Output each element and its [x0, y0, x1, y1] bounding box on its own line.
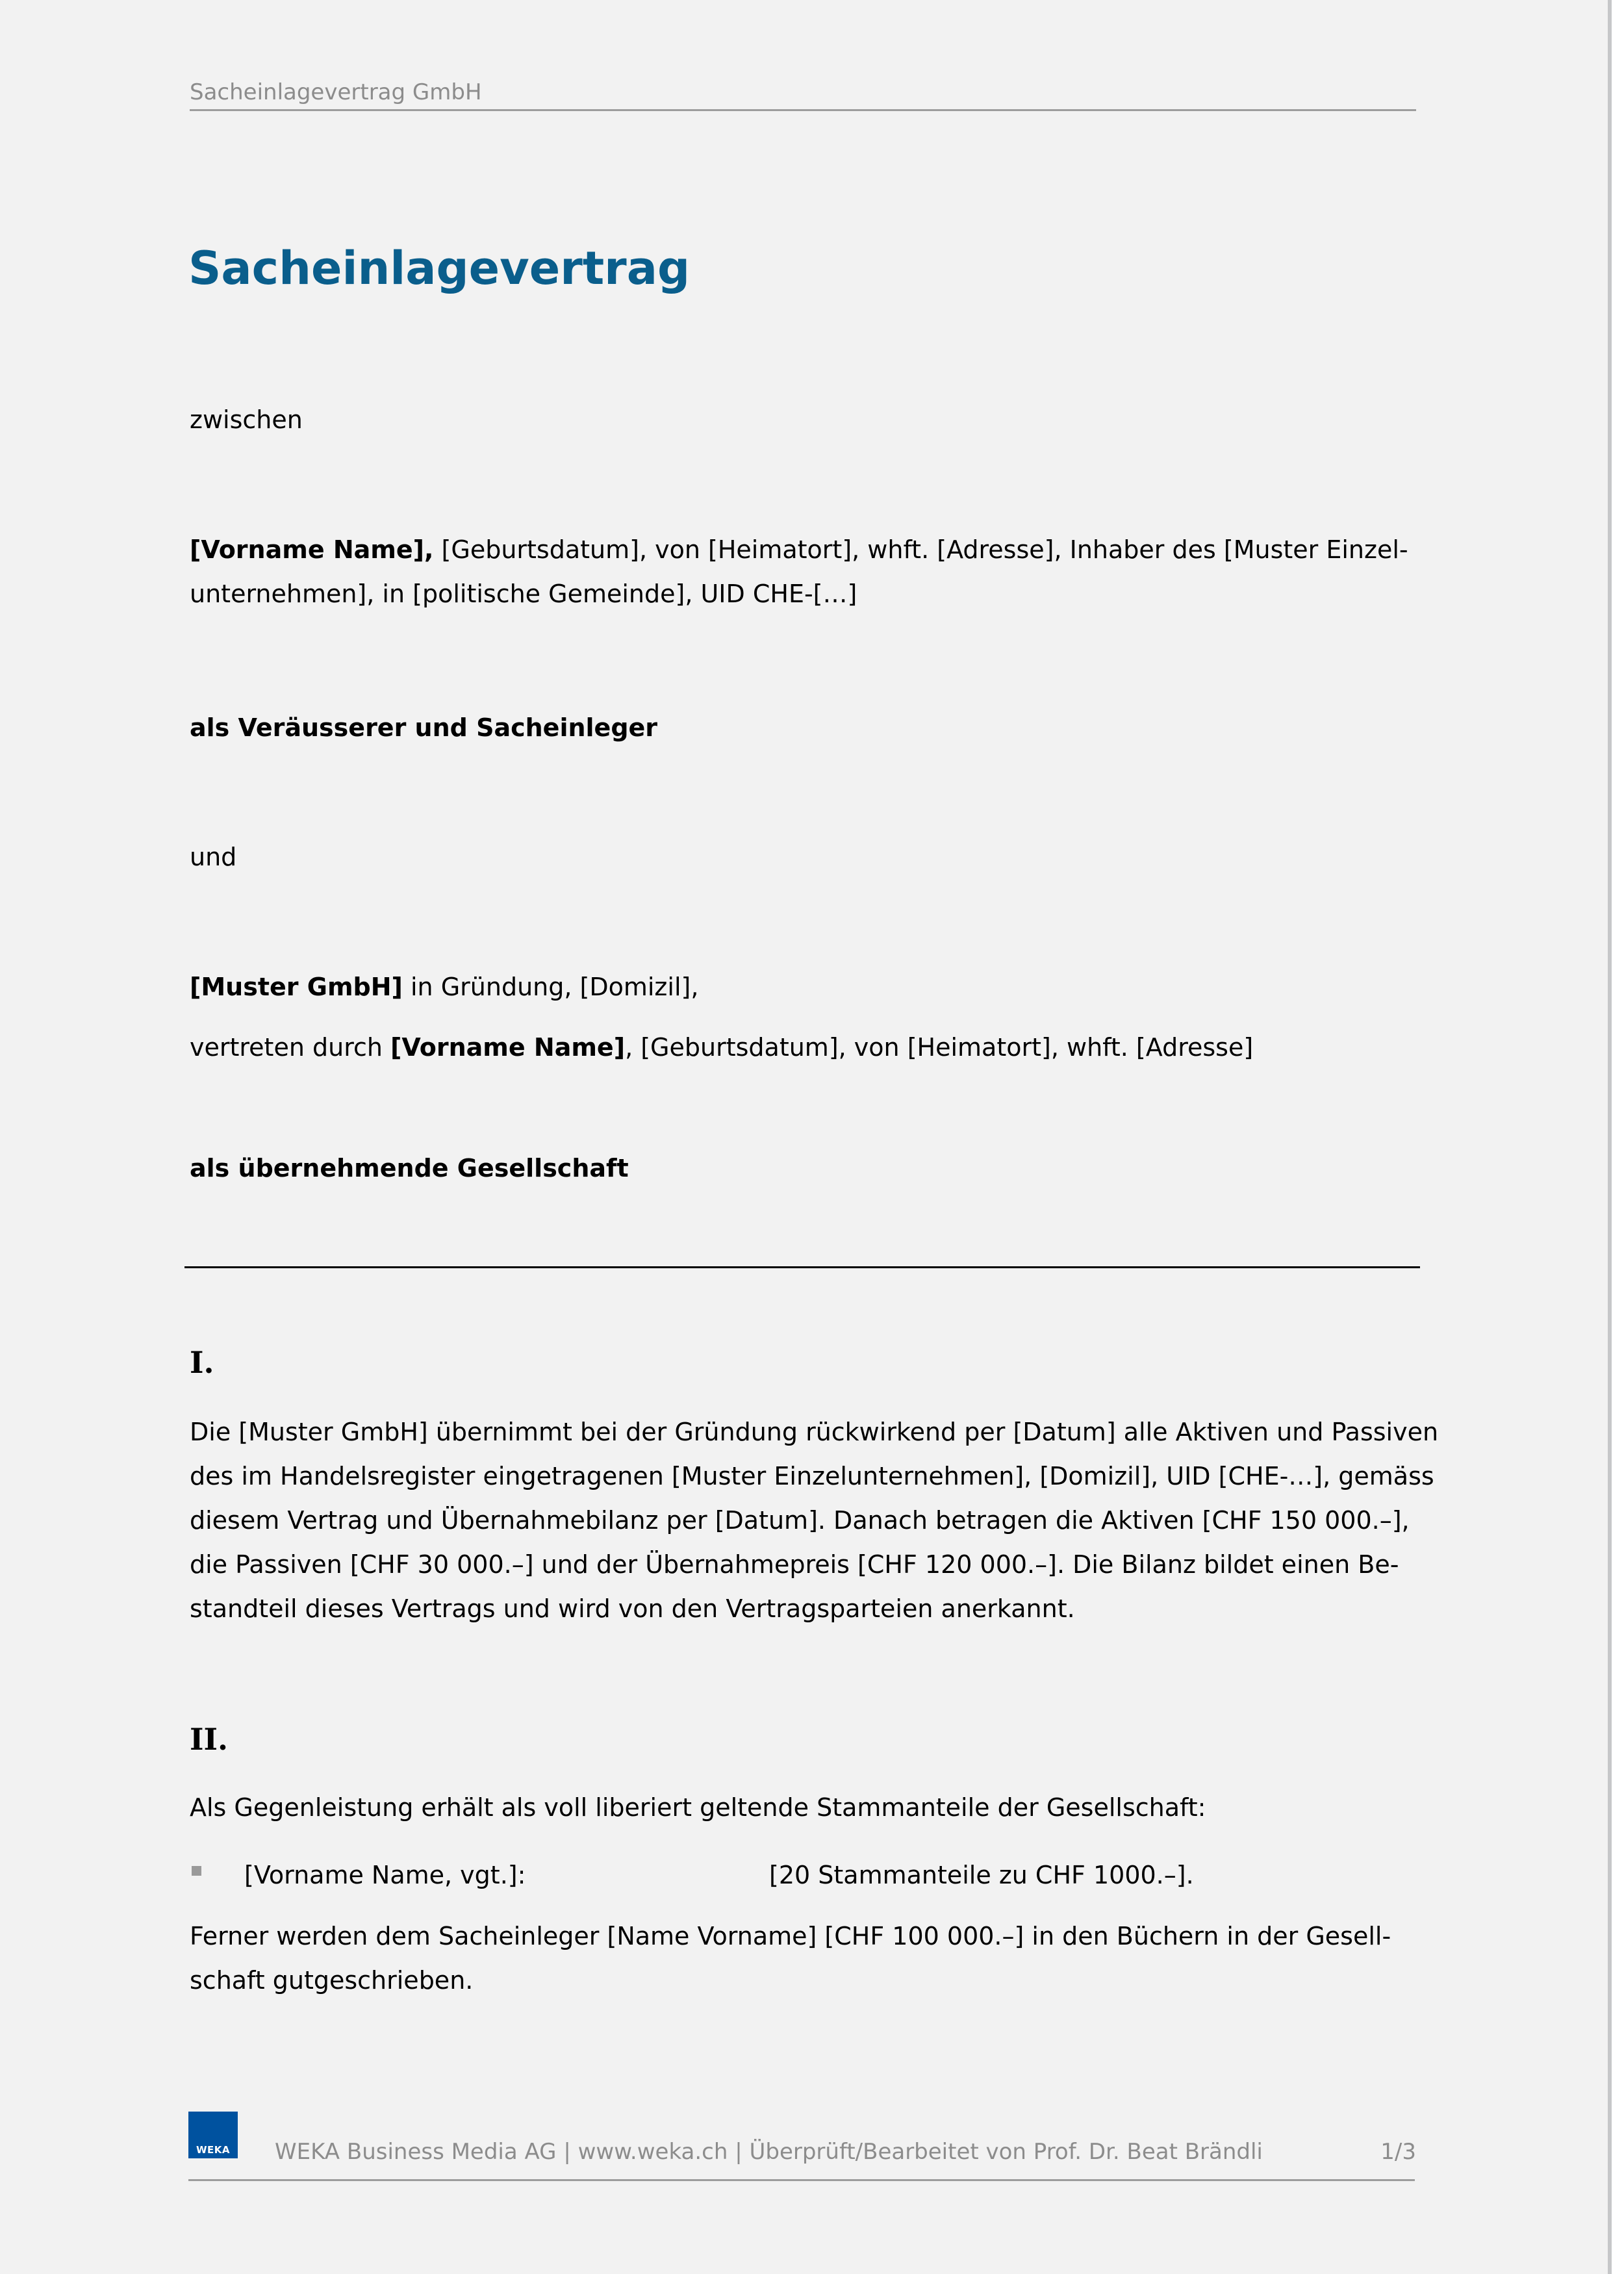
party2-details: in Gründung, [Domizil], — [402, 973, 699, 1001]
document-title: Sacheinlagevertrag — [188, 242, 691, 295]
party1-name: [Vorname Name], — [190, 535, 434, 564]
footer-text: WEKA Business Media AG | www.weka.ch | Überprüft/Bearbeitet von Prof. Dr. Beat Brändli — [275, 2139, 1263, 2165]
section-2-closing-line: Ferner werden dem Sacheinleger [Name Vorname] [CHF 100 000.–] in den Büchern in der Gesell- — [190, 1922, 1391, 1950]
party2-line1 — [190, 965, 1416, 1009]
header-rule — [190, 109, 1416, 111]
section-2-intro: Als Gegenleistung erhält als voll liberiert geltende Stammanteile der Gesellschaft: — [190, 1793, 1206, 1822]
section-2-closing-line: schaft gutgeschrieben. — [190, 1966, 474, 1995]
party1-block — [190, 528, 1416, 616]
section-1-line: des im Handelsregister eingetragenen [Muster Einzelunternehmen], [Domizil], UID [CHE-…], gemäss — [190, 1462, 1434, 1490]
represented-prefix: vertreten durch — [190, 1033, 391, 1062]
bullet-label: [Vorname Name, vgt.]: — [244, 1861, 526, 1889]
bullet-value: [20 Stammanteile zu CHF 1000.–]. — [769, 1861, 1194, 1889]
party2-name: [Muster GmbH] — [190, 973, 403, 1001]
running-header: Sacheinlagevertrag GmbH — [190, 79, 482, 105]
footer-rule — [188, 2179, 1415, 2181]
party1-details: [Geburtsdatum], von [Heimatort], whft. [Adresse], Inhaber des [Muster Einzel- — [433, 535, 1408, 564]
party1-line1 — [190, 528, 1416, 572]
representative-name: [Vorname Name] — [390, 1033, 626, 1062]
page-margin — [1612, 0, 1624, 2274]
page-number: 1/3 — [1380, 2139, 1416, 2165]
section-2-closing — [190, 1914, 1416, 2002]
section-1-line: die Passiven [CHF 30 000.–] und der Übernahmepreis [CHF 120 000.–]. Die Bilanz bildet einen Be- — [190, 1550, 1399, 1579]
section-1-line: Die [Muster GmbH] übernimmt bei der Gründung rückwirkend per [Datum] alle Aktiven und Passiven — [190, 1418, 1439, 1446]
representative-details: , [Geburtsdatum], von [Heimatort], whft. [Adresse] — [625, 1033, 1254, 1062]
section-heading-1: I. — [190, 1345, 214, 1380]
section-1-body — [190, 1410, 1439, 1631]
section-1-line: standteil dieses Vertrags und wird von den Vertragsparteien anerkannt. — [190, 1594, 1075, 1623]
party1-line2: unternehmen], in [politische Gemeinde], UID CHE-[…] — [190, 580, 857, 608]
and-label: und — [190, 843, 237, 871]
weka-logo-text: WEKA — [196, 2144, 231, 2156]
between-label: zwischen — [190, 405, 303, 434]
party2-role: als übernehmende Gesellschaft — [190, 1154, 629, 1182]
bullet-icon — [192, 1866, 201, 1876]
section-heading-2: II. — [190, 1722, 229, 1757]
weka-logo — [188, 2112, 238, 2158]
separator-rule — [184, 1266, 1420, 1268]
section-1-line: diesem Vertrag und Übernahmebilanz per [Datum]. Danach betragen die Aktiven [CHF 150 000.–], — [190, 1506, 1410, 1535]
party1-role: als Veräusserer und Sacheinleger — [190, 713, 658, 742]
party2-line2 — [190, 1025, 1416, 1069]
